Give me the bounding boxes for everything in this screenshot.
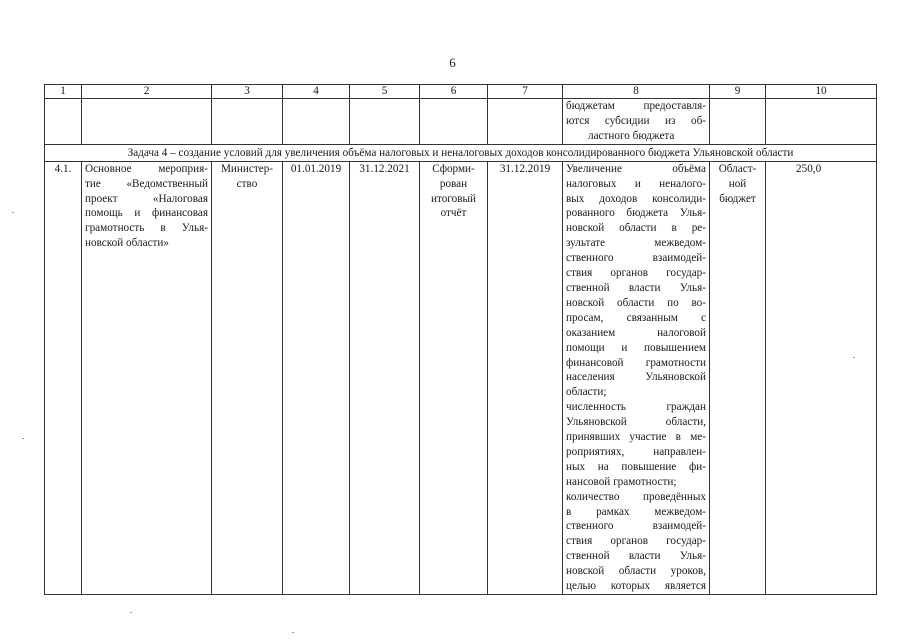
text-line: бюджет (719, 192, 756, 205)
header-cell: 1 (45, 85, 82, 99)
task-row (45, 144, 877, 161)
text-line: просам, связанным с (566, 311, 706, 324)
text-line: помощи и повышением (566, 341, 706, 354)
text-line: рованного бюджета Улья- (566, 207, 706, 220)
text-line: численность граждан (566, 401, 706, 414)
text-line: Област- (718, 162, 757, 175)
text-line: грамотность в Улья- (85, 222, 208, 235)
measure-number: 4.1. (45, 161, 82, 594)
text-line: бюджетам предоставля- (566, 100, 706, 112)
text-line: Основное мероприя- (85, 162, 208, 175)
amount-cell (766, 161, 877, 594)
result-cell (420, 161, 488, 594)
text-line: рован (439, 177, 468, 190)
page-number: 6 (449, 55, 456, 70)
text-line: помощь и финансовая (85, 207, 208, 220)
text-line: новской области» (85, 237, 169, 250)
amount: 250,0 (796, 162, 822, 175)
measure-row (45, 161, 877, 594)
header-cell: 5 (350, 85, 420, 99)
text-line: принявших участие в ме- (566, 431, 706, 444)
header-cell: 9 (710, 85, 766, 99)
text-line: ственной власти Улья- (566, 281, 706, 294)
header-cell: 3 (212, 85, 283, 99)
text-line: зультате межведом- (566, 237, 706, 250)
executor-cell (212, 161, 283, 594)
text-line: ственного взаимодей- (566, 252, 706, 265)
text-line: Ульяновской области, (566, 416, 706, 429)
text-line: ластного бюджета (588, 129, 675, 142)
text-line: в рамках межведом- (566, 505, 706, 518)
indicator-cell (563, 161, 710, 594)
text-line: оказанием налоговой (566, 326, 706, 339)
text-line: тие «Ведомственный (85, 177, 208, 190)
text-line: налоговых и неналого- (566, 177, 706, 190)
start-date: 01.01.2019 (283, 161, 350, 594)
text-line: ной (728, 177, 747, 190)
text-line: итоговый (430, 192, 476, 205)
header-cell: 4 (283, 85, 350, 99)
continuation-indicator-cell (563, 99, 710, 145)
text-line: Увеличение объёма (566, 162, 706, 175)
text-line: целью которых является (566, 580, 706, 593)
text-line: ных на повышение фи- (566, 460, 706, 473)
header-cell: 2 (82, 85, 212, 99)
text-line: новской области в ре- (566, 222, 706, 235)
header-cell: 10 (766, 85, 877, 99)
end-date: 31.12.2021 (350, 161, 420, 594)
text-line: ствия органов государ- (566, 535, 706, 548)
text-line: новской области уроков, (566, 565, 706, 578)
text-line: ствия органов государ- (566, 267, 706, 280)
text-line: ство (236, 177, 258, 190)
header-cell: 6 (420, 85, 488, 99)
text-line: вых доходов консолиди- (566, 192, 706, 205)
text-line: новской области по во- (566, 296, 706, 309)
text-line: области; (566, 386, 607, 399)
continuation-row (45, 99, 877, 145)
task-heading: Задача 4 – создание условий для увеличения объёма налоговых и неналоговых доходов консолидированного бюджета Ульяновской области (45, 144, 877, 161)
text-line: населения Ульяновской (566, 371, 706, 384)
text-line: Министер- (220, 162, 274, 175)
text-line: ственной власти Улья- (566, 550, 706, 563)
header-cell: 7 (488, 85, 563, 99)
text-line: отчёт (440, 207, 467, 220)
measure-name-cell (82, 161, 212, 594)
text-line: проект «Налоговая (85, 192, 208, 205)
header-cell: 8 (563, 85, 710, 99)
text-line: количество проведённых (566, 490, 706, 503)
header-row (45, 85, 877, 99)
text-line: ются субсидии из об- (566, 114, 706, 127)
text-line: ственного взаимодей- (566, 520, 706, 533)
result-date: 31.12.2019 (488, 161, 563, 594)
text-line: Сформи- (432, 162, 475, 175)
text-line: роприятиях, направлен- (566, 445, 706, 458)
program-table (44, 84, 877, 595)
text-line: нансовой грамотности; (566, 475, 677, 488)
text-line: финансовой грамотности (566, 356, 706, 369)
funding-source-cell (710, 161, 766, 594)
